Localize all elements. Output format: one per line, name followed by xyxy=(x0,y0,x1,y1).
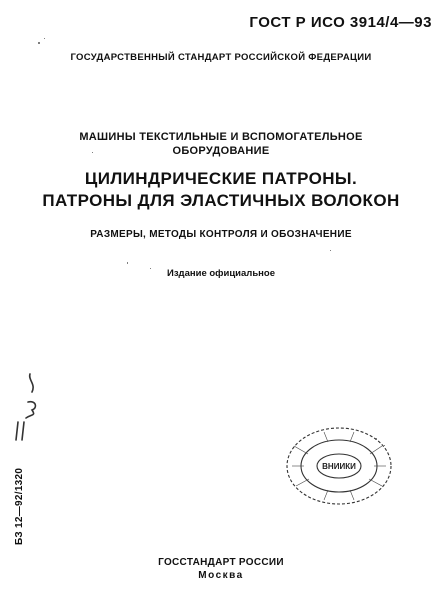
handwritten-mark xyxy=(6,370,46,450)
edition-note: Издание официальное xyxy=(167,268,275,279)
document-title xyxy=(0,168,442,212)
side-registration-label: БЗ 12—92/1320 xyxy=(14,467,25,545)
category-heading xyxy=(0,130,442,158)
scan-speck xyxy=(44,38,45,39)
scan-speck xyxy=(127,262,128,264)
ink-stamp xyxy=(284,424,394,508)
scan-speck xyxy=(384,445,385,446)
title-line-2: ПАТРОНЫ ДЛЯ ЭЛАСТИЧНЫХ ВОЛОКОН xyxy=(42,191,400,210)
publisher-city: Москва xyxy=(198,570,244,581)
issuing-authority: ГОСУДАРСТВЕННЫЙ СТАНДАРТ РОССИЙСКОЙ ФЕДЕРАЦИИ xyxy=(70,52,372,63)
stamp-text: ВНИИКИ xyxy=(322,462,356,471)
scan-speck xyxy=(150,268,151,269)
publisher-name: ГОССТАНДАРТ РОССИИ xyxy=(158,557,284,568)
document-code: ГОСТ Р ИСО 3914/4—93 xyxy=(249,14,432,31)
category-line-2: ОБОРУДОВАНИЕ xyxy=(172,145,270,157)
scan-speck xyxy=(330,250,331,251)
category-line-1: МАШИНЫ ТЕКСТИЛЬНЫЕ И ВСПОМОГАТЕЛЬНОЕ xyxy=(79,131,363,143)
title-line-1: ЦИЛИНДРИЧЕСКИЕ ПАТРОНЫ. xyxy=(84,169,358,188)
scan-speck xyxy=(92,152,93,153)
scan-speck xyxy=(38,42,40,44)
scan-speck xyxy=(375,438,377,440)
publisher-block xyxy=(0,556,442,582)
document-subtitle: РАЗМЕРЫ, МЕТОДЫ КОНТРОЛЯ И ОБОЗНАЧЕНИЕ xyxy=(90,229,352,240)
